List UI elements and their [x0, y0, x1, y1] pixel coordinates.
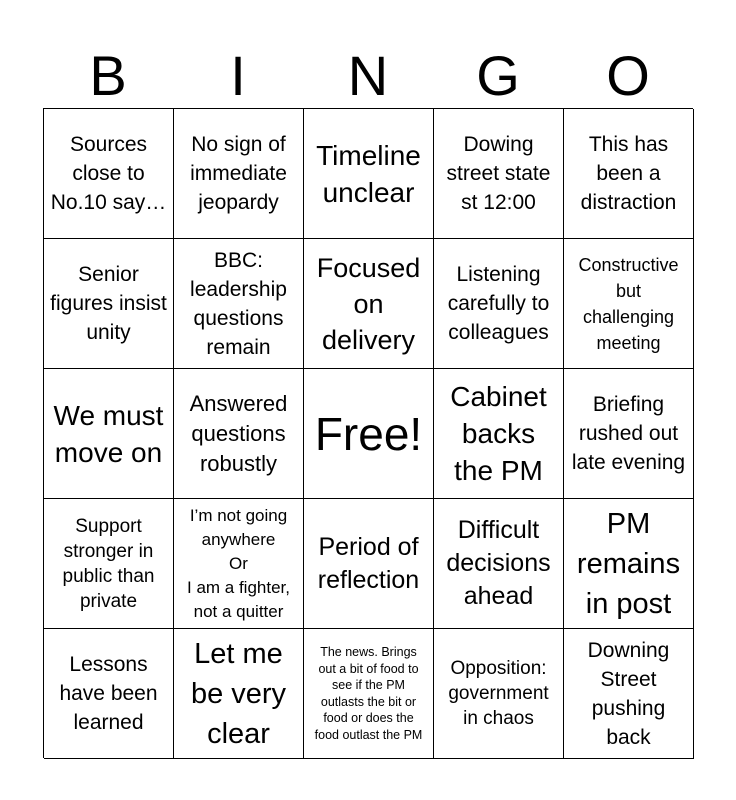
bingo-cell[interactable] [174, 499, 304, 629]
cell-text: Downing Street pushing back [587, 638, 670, 749]
cell-text: Constructive but challenging meeting [578, 254, 679, 353]
bingo-cell[interactable] [434, 629, 564, 759]
cell-text: Dowing street state st 12:00 [446, 133, 551, 214]
bingo-cell[interactable] [44, 499, 174, 629]
bingo-cell[interactable] [174, 369, 304, 499]
cell-text: Focused on delivery [316, 252, 421, 355]
bingo-cell[interactable] [564, 629, 694, 759]
header-letter-b: B [89, 44, 127, 107]
bingo-cell[interactable] [564, 499, 694, 629]
bingo-cell[interactable] [564, 369, 694, 499]
bingo-header [43, 44, 693, 108]
cell-text: Timeline unclear [316, 139, 421, 208]
bingo-cell[interactable] [434, 239, 564, 369]
bingo-board [43, 108, 693, 758]
header-letter-i: I [230, 44, 246, 107]
cell-text: Difficult decisions ahead [446, 516, 551, 610]
bingo-cell[interactable] [434, 499, 564, 629]
cell-text: We must move on [53, 399, 164, 468]
bingo-cell-free[interactable] [304, 369, 434, 499]
cell-text: Opposition: government in chaos [448, 658, 549, 729]
cell-text: Support stronger in public than private [62, 515, 155, 612]
cell-text: Period of reflection [317, 532, 420, 594]
cell-text: Lessons have been learned [59, 653, 158, 734]
cell-text: Cabinet backs the PM [450, 381, 547, 486]
cell-text: Briefing rushed out late evening [571, 393, 686, 474]
header-letter-g: G [476, 44, 520, 107]
cell-text: No sign of immediate jeopardy [190, 133, 287, 214]
cell-text: Let me be very clear [190, 637, 287, 750]
bingo-cell[interactable] [174, 629, 304, 759]
cell-text: Listening carefully to colleagues [447, 263, 550, 344]
header-letter-n: N [347, 44, 389, 107]
bingo-cell[interactable] [44, 239, 174, 369]
bingo-cell[interactable] [564, 239, 694, 369]
bingo-cell[interactable] [564, 109, 694, 239]
bingo-cell[interactable] [44, 629, 174, 759]
cell-text: Sources close to No.10 say… [50, 133, 167, 214]
bingo-cell[interactable] [304, 239, 434, 369]
bingo-cell[interactable] [44, 369, 174, 499]
cell-text: Senior figures insist unity [50, 263, 167, 344]
cell-text: Answered questions robustly [189, 390, 288, 476]
cell-text: This has been a distraction [580, 133, 677, 214]
bingo-cell[interactable] [44, 109, 174, 239]
bingo-cell[interactable] [304, 109, 434, 239]
cell-text: BBC: leadership questions remain [190, 248, 287, 359]
bingo-cell[interactable] [304, 629, 434, 759]
bingo-cell[interactable] [434, 109, 564, 239]
cell-text: PM remains in post [576, 507, 681, 620]
free-space-text: Free! [314, 407, 423, 460]
cell-text: The news. Brings out a bit of food to see if the PM outlasts the bit or food or does the food outlast the PM [314, 645, 423, 742]
header-letter-o: O [606, 44, 650, 107]
bingo-cell[interactable] [434, 369, 564, 499]
bingo-cell[interactable] [174, 109, 304, 239]
cell-text: I’m not going anywhere Or I am a fighter, not a quitter [187, 505, 290, 621]
bingo-cell[interactable] [304, 499, 434, 629]
bingo-cell[interactable] [174, 239, 304, 369]
